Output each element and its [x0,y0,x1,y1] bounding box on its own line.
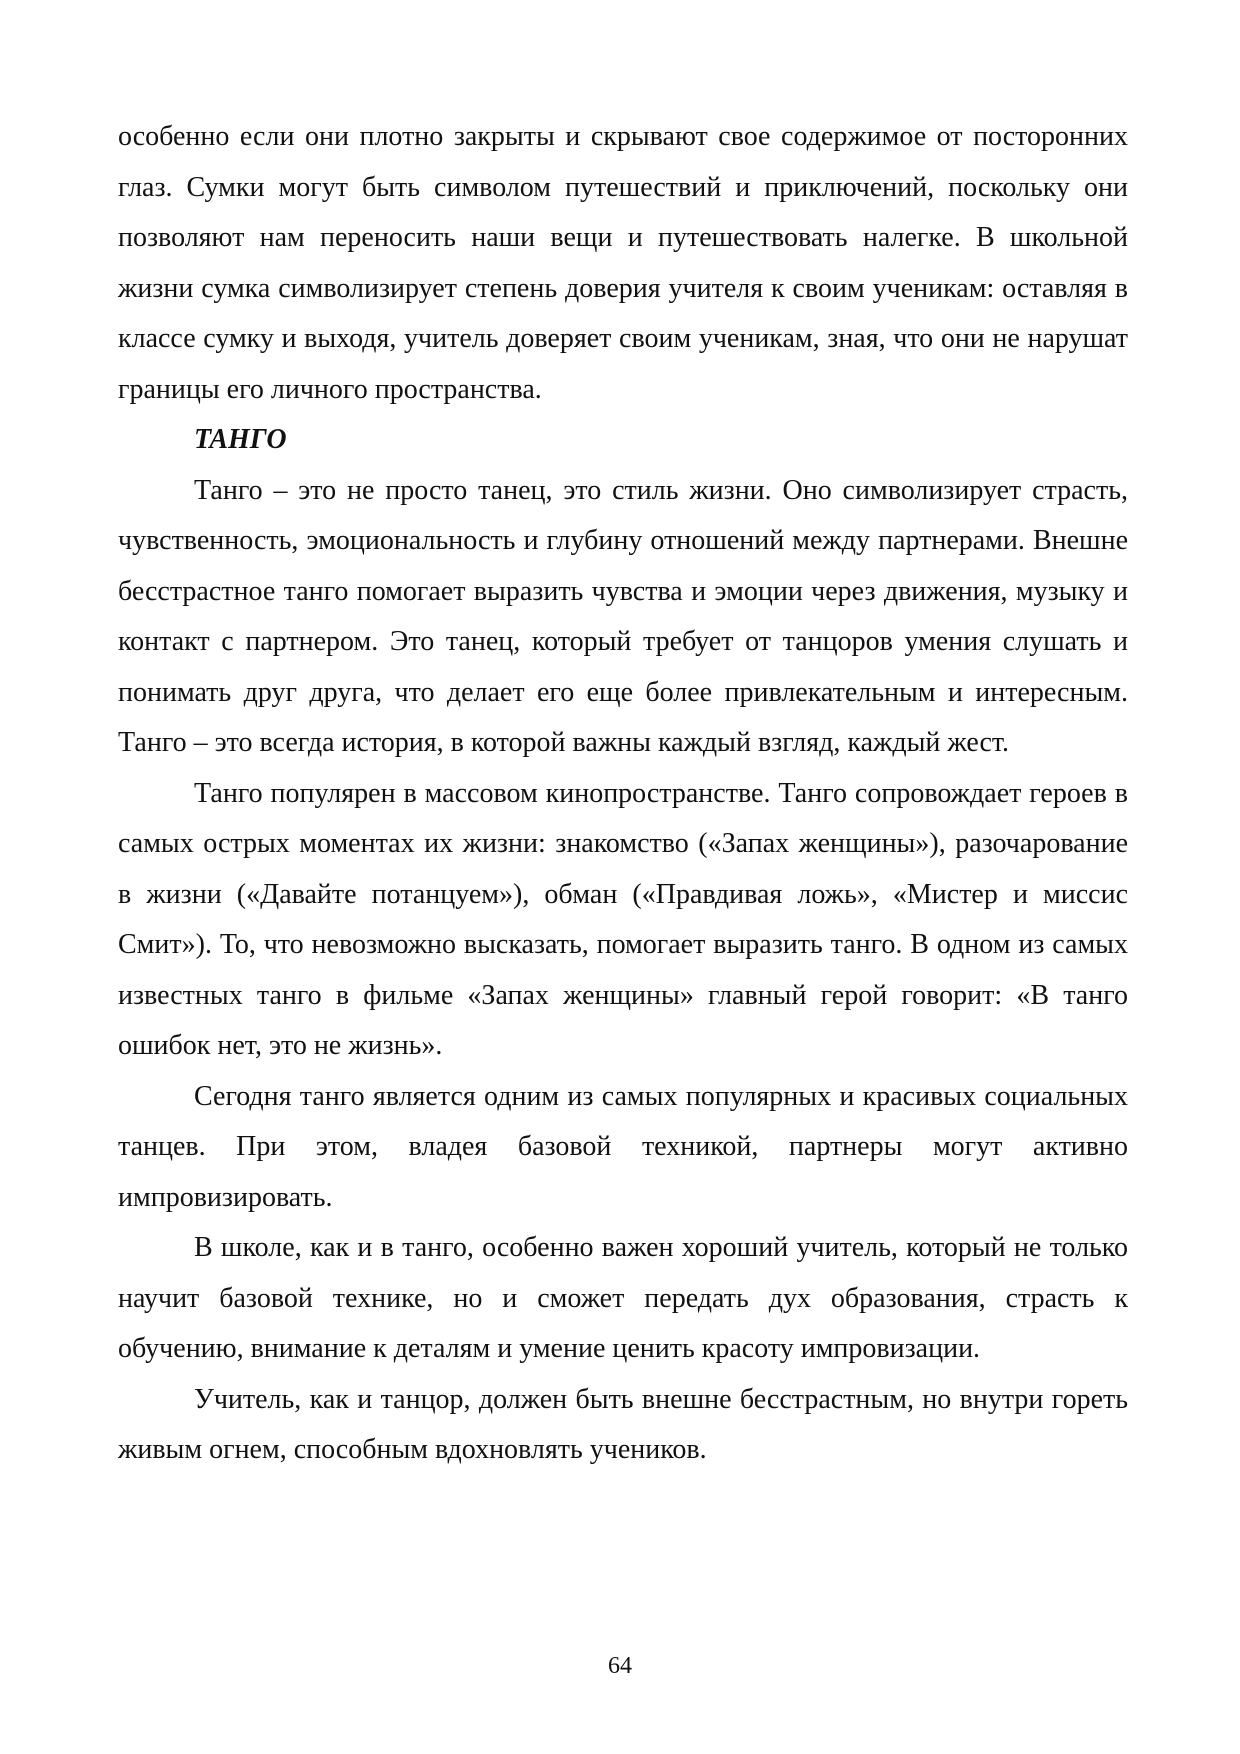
continued-paragraph: особенно если они плотно закрыты и скрывают свое содержимое от посторонних глаз. Сумки могут быть символом путешествий и приключений, поскольку они позволяют нам переносить наши вещи и путешествовать налегке. В школьной жизни сумка символизирует степень доверия учителя к своим ученикам: оставляя в классе сумку и выходя, учитель доверяет своим ученикам, зная, что они не нарушат границы его личного пространства. [118,121,1128,405]
paragraph-5: Учитель, как и танцор, должен быть внешне бесстрастным, но внутри гореть живым огнем, способным вдохновлять учеников. [118,1383,1128,1465]
page-number: 64 [608,1653,632,1679]
paragraph-3: Сегодня танго является одним из самых популярных и красивых социальных танцев. При этом, владея базовой техникой, партнеры могут активно импровизировать. [118,1080,1128,1213]
page-body [118,112,1128,1476]
paragraph-1: Танго – это не просто танец, это стиль жизни. Оно символизирует страсть, чувственность, эмоциональность и глубину отношений между партнерами. Внешне бесстрастное танго помогает выразить чувства и эмоции через движения, музыку и контакт с партнером. Это танец, который требует от танцоров умения слушать и понимать друг друга, что делает его еще более привлекательным и интересным. Танго – это всегда история, в которой важны каждый взгляд, каждый жест. [118,474,1128,758]
section-heading: ТАНГО [194,424,287,455]
paragraph-4: В школе, как и в танго, особенно важен хороший учитель, который не только научит базовой технике, но и сможет передать дух образования, страсть к обучению, внимание к деталям и умение ценить красоту импровизации. [118,1232,1128,1364]
paragraph-2: Танго популярен в массовом кинопространстве. Танго сопровождает героев в самых острых моментах их жизни: знакомство («Запах женщины»), разочарование в жизни («Давайте потанцуем»), обман («Правдивая ложь», «Мистер и миссис Смит»). То, что невозможно высказать, помогает выразить танго. В одном из самых известных танго в фильме «Запах женщины» главный герой говорит: «В танго ошибок нет, это не жизнь». [118,777,1128,1061]
